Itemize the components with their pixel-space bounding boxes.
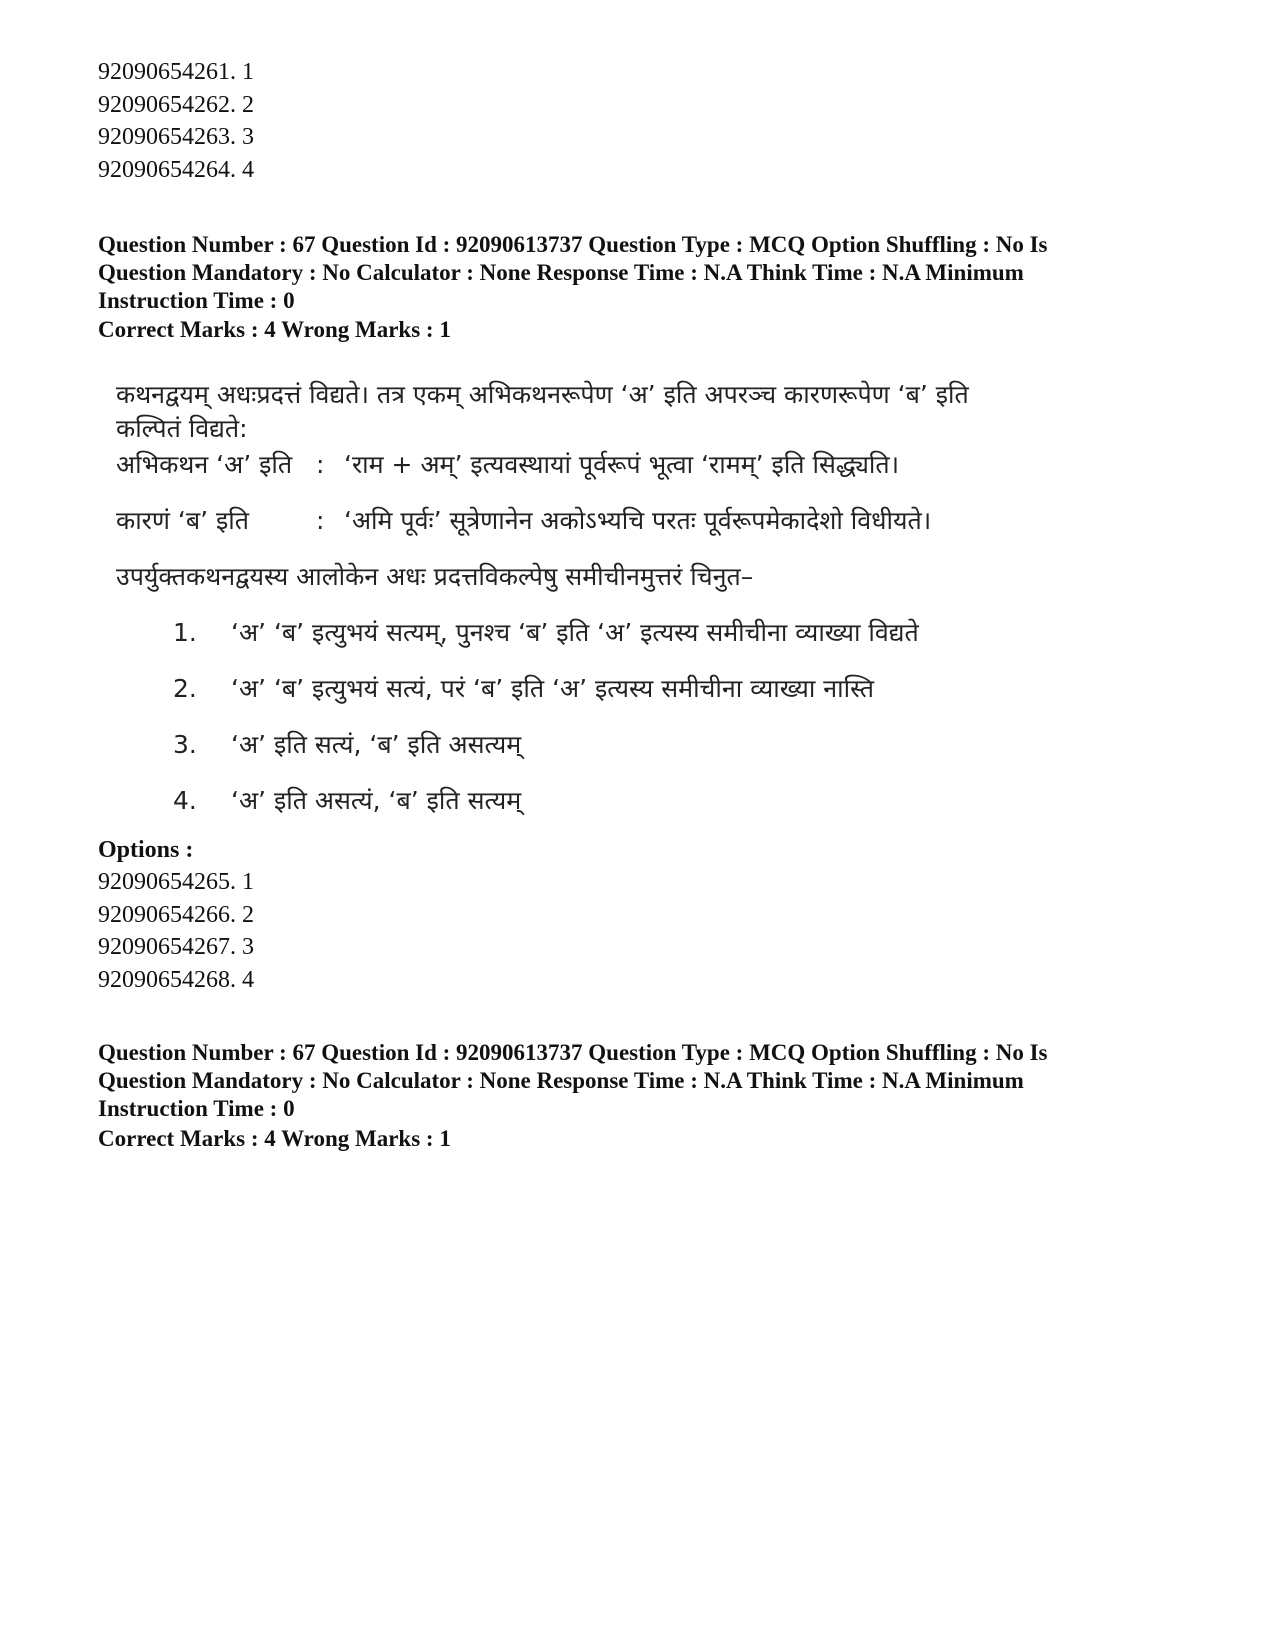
question-meta-line-3: Instruction Time : 0 (98, 288, 295, 313)
prev-option-1: 92090654261. 1 (98, 59, 254, 85)
choice-4 (173, 784, 521, 818)
choice-1 (173, 616, 919, 650)
next-question-meta-line-1: Question Number : 67 Question Id : 92090613737 Question Type : MCQ Option Shuffling : No Is (98, 1040, 1048, 1065)
prev-option-4: 92090654264. 4 (98, 157, 254, 183)
choice-1-text: ‘अ’ ‘ब’ इत्युभयं सत्यम्, पुनश्च ‘ब’ इति ‘अ’ इत्यस्य समीचीना व्याख्या विद्यते (231, 618, 919, 647)
choice-2 (173, 672, 874, 706)
choice-3-text: ‘अ’ इति सत्यं, ‘ब’ इति असत्यम् (231, 730, 522, 759)
option-4: 92090654268. 4 (98, 967, 254, 993)
choice-2-text: ‘अ’ ‘ब’ इत्युभयं सत्यं, परं ‘ब’ इति ‘अ’ इत्यस्य समीचीना व्याख्या नास्ति (231, 674, 875, 703)
reason-row (116, 504, 931, 538)
choice-3-number: 3. (173, 730, 197, 759)
choice-1-number: 1. (173, 618, 197, 647)
choice-3 (173, 728, 521, 762)
next-marks-line: Correct Marks : 4 Wrong Marks : 1 (98, 1126, 451, 1151)
choice-4-text: ‘अ’ इति असत्यं, ‘ब’ इति सत्यम् (231, 786, 522, 815)
prev-option-3: 92090654263. 3 (98, 124, 254, 150)
question-intro-line-2: कल्पितं विद्यते: (116, 414, 248, 443)
question-meta-line-1: Question Number : 67 Question Id : 92090613737 Question Type : MCQ Option Shuffling : No Is (98, 232, 1048, 257)
question-body (98, 368, 1028, 868)
choice-4-number: 4. (173, 786, 197, 815)
next-question-meta-line-2: Question Mandatory : No Calculator : None Response Time : N.A Think Time : N.A Minimum (98, 1068, 1024, 1093)
question-intro-line-1: कथनद्वयम् अधःप्रदत्तं विद्यते। तत्र एकम् अभिकथनरूपेण ‘अ’ इति अपरञ्च कारणरूपेण ‘ब’ इति (116, 380, 969, 409)
assertion-row (116, 448, 899, 482)
assertion-text: ‘राम + अम्’ इत्यवस्थायां पूर्वरूपं भूत्वा ‘रामम्’ इति सिद्ध्यति। (344, 450, 900, 479)
next-question-meta (98, 1039, 1178, 1123)
question-meta-line-2: Question Mandatory : No Calculator : None Response Time : N.A Think Time : N.A Minimum (98, 260, 1024, 285)
next-question-meta-line-3: Instruction Time : 0 (98, 1096, 295, 1121)
options-heading: Options : (98, 837, 194, 863)
marks-line: Correct Marks : 4 Wrong Marks : 1 (98, 317, 451, 342)
option-3: 92090654267. 3 (98, 934, 254, 960)
assertion-label: अभिकथन ‘अ’ इति (116, 450, 293, 479)
option-2: 92090654266. 2 (98, 902, 254, 928)
assertion-colon: : (316, 450, 325, 479)
reason-text: ‘अमि पूर्वः’ सूत्रेणानेन अकोऽभ्यचि परतः पूर्वरूपमेकादेशो विधीयते। (344, 506, 932, 535)
option-1: 92090654265. 1 (98, 869, 254, 895)
question-instruction: उपर्युक्तकथनद्वयस्य आलोकेन अधः प्रदत्तविकल्पेषु समीचीनमुत्तरं चिनुत– (116, 562, 754, 591)
question-intro (116, 378, 1016, 446)
choice-2-number: 2. (173, 674, 197, 703)
question-meta (98, 231, 1178, 315)
reason-colon: : (316, 506, 325, 535)
prev-option-2: 92090654262. 2 (98, 92, 254, 118)
reason-label: कारणं ‘ब’ इति (116, 506, 250, 535)
